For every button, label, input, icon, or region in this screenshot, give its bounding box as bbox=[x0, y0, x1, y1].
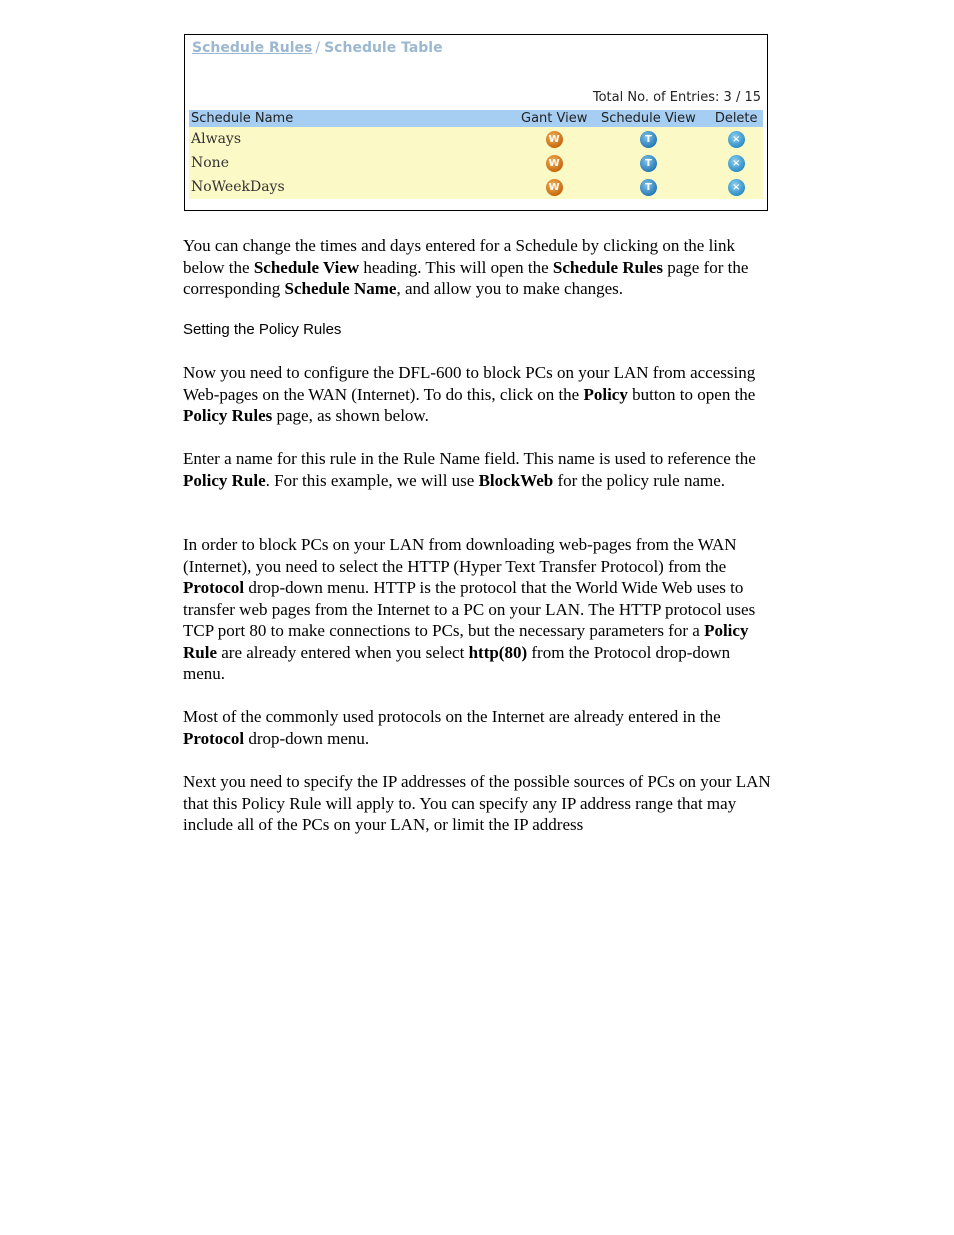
text-run: heading. This will open the bbox=[359, 257, 553, 277]
paragraph-ip-addresses bbox=[183, 771, 773, 836]
schedule-table-screenshot bbox=[184, 34, 768, 211]
schedule-name-cell: NoWeekDays bbox=[189, 175, 521, 199]
bold-term: Schedule Name bbox=[284, 279, 397, 298]
header-gant-view: Gant View bbox=[521, 111, 588, 126]
text-run: page for the corresponding bbox=[183, 257, 749, 298]
breadcrumb bbox=[192, 40, 443, 56]
text-run: button to open the bbox=[627, 384, 756, 404]
text-run: drop-down menu. HTTP is the protocol that the World Wide Web uses to transfer web pages from the Internet to a PC on your LAN. The HTTP protocol uses TCP port 80 to make connections to PCs, but the necessary parameters for a bbox=[183, 578, 756, 640]
gant-view-icon[interactable]: W bbox=[546, 179, 563, 196]
section-heading: Setting the Policy Rules bbox=[183, 321, 342, 338]
table-row bbox=[189, 151, 763, 175]
paragraph-configure-policy bbox=[183, 362, 773, 427]
paragraph-schedule-view bbox=[183, 235, 773, 300]
bold-term: Policy Rule bbox=[183, 470, 266, 490]
gant-view-icon[interactable]: W bbox=[546, 131, 563, 148]
schedule-view-icon[interactable]: T bbox=[640, 155, 657, 172]
bold-term: Schedule View bbox=[253, 257, 360, 277]
header-schedule-name: Schedule Name bbox=[189, 110, 521, 127]
table-row bbox=[189, 175, 763, 199]
bold-term: Schedule Rules bbox=[552, 257, 663, 277]
total-entries: Total No. of Entries: 3 / 15 bbox=[592, 90, 761, 105]
delete-icon[interactable]: × bbox=[728, 179, 745, 196]
text-run: drop-down menu. bbox=[244, 728, 370, 748]
text-run: , and allow you to make changes. bbox=[396, 279, 624, 298]
text-run: Most of the commonly used protocols on the Internet are already entered in the bbox=[183, 707, 721, 726]
bold-term: Protocol bbox=[183, 578, 245, 597]
text-run: for the policy rule name. bbox=[553, 470, 726, 490]
table-header-row bbox=[189, 110, 763, 127]
bold-term: Policy Rule bbox=[183, 621, 749, 662]
schedule-table bbox=[189, 110, 763, 199]
header-delete: Delete bbox=[709, 110, 763, 127]
paragraph-common-protocols bbox=[183, 706, 773, 749]
text-run: You can change the times and days entered for a Schedule by clicking on the link below the bbox=[183, 236, 736, 277]
text-run: Next you need to specify the IP addresses of the possible sources of PCs on your LAN that this Policy Rule will apply to. You can specify any IP address range that may include all of the PCs on your LAN, or limit the IP address bbox=[183, 772, 771, 834]
bold-term: BlockWeb bbox=[478, 470, 554, 490]
paragraph-http-protocol bbox=[183, 534, 773, 685]
bold-term: http(80) bbox=[468, 642, 528, 662]
delete-icon[interactable]: × bbox=[728, 131, 745, 148]
breadcrumb-schedule-rules-link[interactable]: Schedule Rules bbox=[192, 40, 313, 56]
schedule-view-icon[interactable]: T bbox=[640, 179, 657, 196]
breadcrumb-separator: / bbox=[315, 40, 321, 56]
schedule-name-cell: Always bbox=[189, 127, 521, 151]
text-run: are already entered when you select bbox=[217, 642, 469, 662]
text-run: Now you need to configure the DFL-600 to block PCs on your LAN from accessing Web-pages on the WAN (Internet). To do this, click on the bbox=[183, 363, 756, 404]
bold-term: Policy bbox=[583, 384, 628, 404]
text-run: Enter a name for this rule in the Rule Name field. This name is used to reference the bbox=[183, 449, 756, 468]
gant-view-icon[interactable]: W bbox=[546, 155, 563, 172]
schedule-view-icon[interactable]: T bbox=[640, 131, 657, 148]
bold-term: Policy Rules bbox=[183, 406, 273, 425]
text-run: . For this example, we will use bbox=[265, 470, 479, 490]
table-row bbox=[189, 127, 763, 151]
header-schedule-view: Schedule View bbox=[587, 110, 709, 127]
schedule-name-cell: None bbox=[189, 151, 521, 175]
delete-icon[interactable]: × bbox=[728, 155, 745, 172]
breadcrumb-current: Schedule Table bbox=[324, 40, 443, 56]
text-run: from the Protocol drop-down menu. bbox=[183, 642, 731, 683]
text-run: page, as shown below. bbox=[272, 406, 429, 425]
text-run: In order to block PCs on your LAN from downloading web-pages from the WAN (Internet), you need to select the HTTP (Hyper Text Transfer Protocol) from the bbox=[183, 535, 737, 576]
paragraph-rule-name bbox=[183, 448, 773, 491]
bold-term: Protocol bbox=[183, 728, 245, 748]
